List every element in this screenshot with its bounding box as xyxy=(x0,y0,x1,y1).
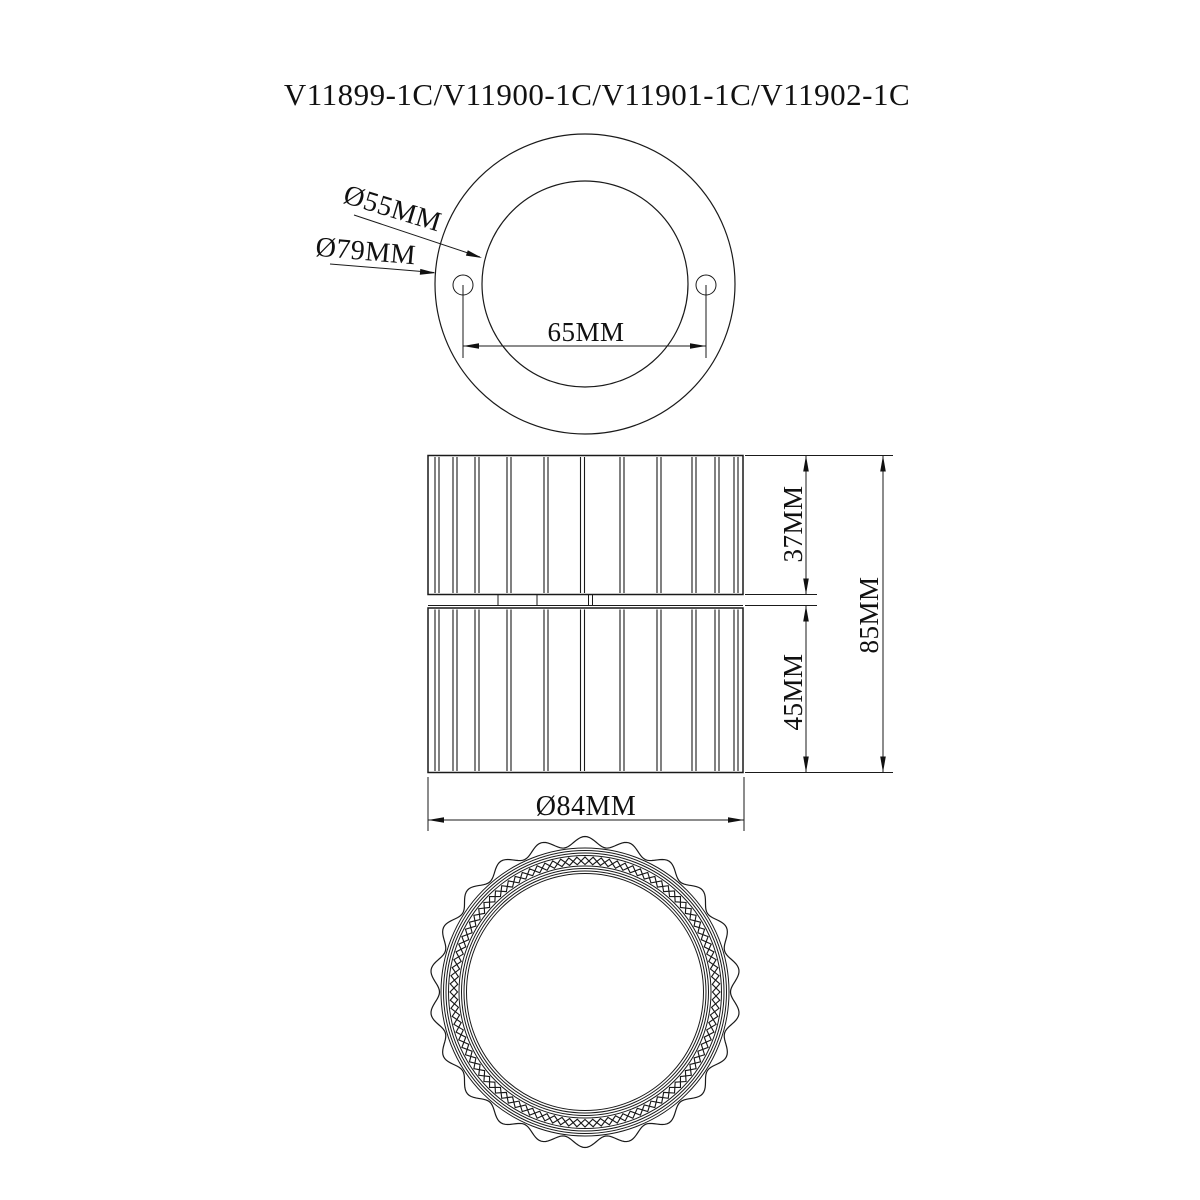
scalloped-edge xyxy=(431,837,739,1148)
top-view xyxy=(314,134,735,434)
arrowhead xyxy=(463,343,479,349)
arrowhead xyxy=(803,579,809,595)
rim-circle xyxy=(467,874,704,1111)
dim-upper-height: 37MM xyxy=(778,485,808,563)
dim-body-diameter: Ø84MM xyxy=(535,791,637,822)
arrowhead xyxy=(690,343,706,349)
side-view xyxy=(428,456,893,832)
arrowhead xyxy=(728,817,744,823)
braid-pattern xyxy=(450,857,720,1127)
bottom-view xyxy=(431,837,739,1148)
inner-opening-circle xyxy=(482,181,688,387)
flute-lines xyxy=(435,457,738,771)
dim-outer-diameter: Ø79MM xyxy=(314,231,418,272)
rim-circle xyxy=(444,851,727,1134)
arrowhead xyxy=(803,456,809,472)
arrowhead xyxy=(466,250,482,258)
arrowhead xyxy=(880,456,886,472)
rim-circle xyxy=(464,871,706,1113)
braid-pattern xyxy=(450,857,720,1127)
outer-ring-circle xyxy=(435,134,735,434)
arrowhead xyxy=(803,757,809,773)
dim-total-height: 85MM xyxy=(854,576,884,654)
drawing-title: V11899-1C/V11900-1C/V11901-1C/V11902-1C xyxy=(283,77,911,112)
rim-circle xyxy=(441,848,729,1136)
rim-circle xyxy=(459,866,711,1118)
arrowhead xyxy=(420,269,436,275)
arrowhead xyxy=(428,817,444,823)
dim-lower-height: 45MM xyxy=(778,653,808,731)
rim-circle xyxy=(462,869,709,1116)
arrowhead xyxy=(880,757,886,773)
dim-hole-spacing: 65MM xyxy=(547,317,625,347)
rim-circle xyxy=(446,853,724,1131)
arrowhead xyxy=(803,606,809,622)
dim-inner-diameter: Ø55MM xyxy=(339,179,446,239)
